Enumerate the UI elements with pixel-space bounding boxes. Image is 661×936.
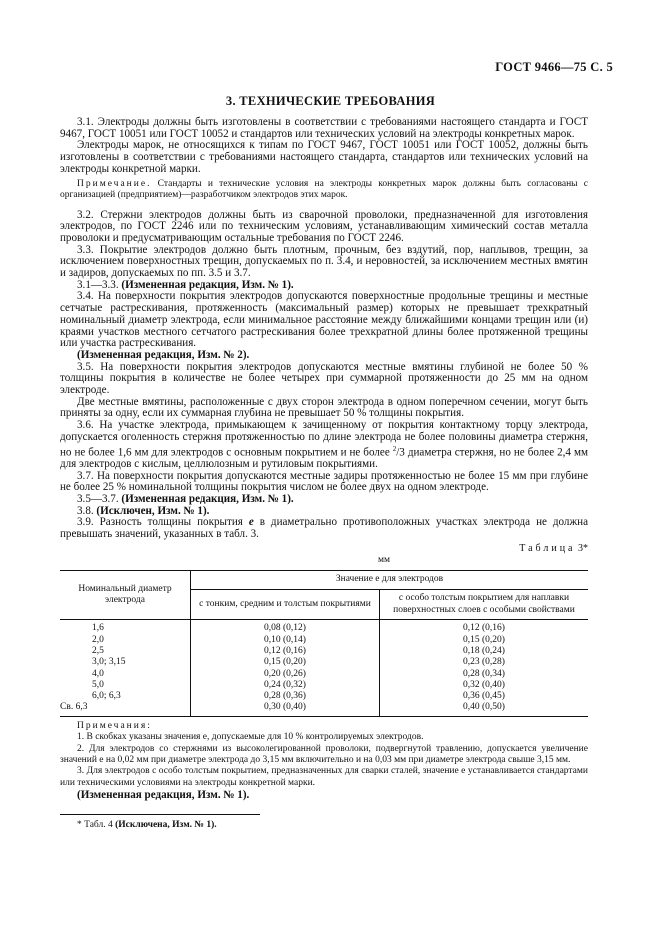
cell-thin-value: 0,28 (0,36) xyxy=(191,691,380,702)
col-diameter-header: Номинальный диаметр электрода xyxy=(60,571,191,620)
paragraph-3-7: 3.7. На поверхности покрытия допускаются местные задиры протяженностью не более 15 мм при глубине не более 25 % номинальной толщины покрытия числом не более двух на одном электроде. xyxy=(60,469,588,494)
cell-diameter: 6,0; 6,3 xyxy=(92,691,121,702)
amendment-table: (Измененная редакция, Изм. № 1). xyxy=(77,789,250,802)
document-body xyxy=(60,117,588,802)
table-row xyxy=(60,680,588,691)
footnote: * Табл. 4 (Исключена, Изм. № 1). xyxy=(77,820,217,830)
table-body xyxy=(60,620,588,716)
cell-thick-value: 0,36 (0,45) xyxy=(380,691,589,702)
col-thin-header: с тонким, средним и толстым покрытиями xyxy=(191,590,380,620)
cell-thick-value: 0,18 (0,24) xyxy=(380,646,589,657)
cell-diameter: 2,5 xyxy=(92,646,104,656)
cell-thick-value: 0,12 (0,16) xyxy=(380,620,589,635)
table-row xyxy=(60,620,588,635)
cell-thin-value: 0,15 (0,20) xyxy=(191,657,380,668)
paragraph-3-1: 3.1. Электроды должны быть изготовлены в соответствии с требованиями настоящего стандарта и ГОСТ 9467, ГОСТ 10051 или ГОСТ 10052 и стандартов или технических условий на электроды конкретных марок. xyxy=(60,116,588,140)
cell-diameter: Св. 6,3 xyxy=(60,702,191,716)
cell-diameter: 3,0; 3,15 xyxy=(92,657,126,668)
amendment-3-5-3-7: 3.5—3.7. (Измененная редакция, Изм. № 1). xyxy=(77,493,294,506)
table-caption: Таблица 3* xyxy=(519,542,588,554)
paragraph-3-5: 3.5. На поверхности покрытия электродов допускаются местные вмятины глубиной не более 50 % толщины покрытия в количестве не более четырех при суммарной протяженности до 25 мм на одном электроде. xyxy=(60,360,588,397)
paragraph-3-9: 3.9. Разность толщины покрытия e в диаметрально противоположных участках электрода не должна превышать значений, указанных в табл. 3. xyxy=(60,516,588,541)
note-label: Примечание. xyxy=(77,178,152,189)
cell-thick-value: 0,32 (0,40) xyxy=(380,680,589,691)
cell-thin-value: 0,10 (0,14) xyxy=(191,635,380,646)
table-row xyxy=(60,691,588,702)
paragraph-3-6: 3.6. На участке электрода, примыкающем к зачищенному от покрытия контактному торцу электрода, допускается оголенность стержня протяженностью по длине электрода не более половины диаметра стержня, но не более 1,6 мм для электродов с основным покрытием и не более $^2$/3 диаметра стержня, но не более 2,4 мм для электродов с кислым, целлюлозным и рутиловым покрытиями. xyxy=(60,419,588,470)
note-1: 1. В скобках указаны значения e, допускаемые для 10 % контролируемых электродов. xyxy=(77,732,424,743)
cell-thin-value: 0,20 (0,26) xyxy=(191,669,380,680)
note-2: 2. Для электродов со стержнями из высоколегированной проволоки, подвергнутой травлению, допускается увеличение значений e на 0,02 мм при диаметре электрода до 3,15 мм включительно и на 0,03 мм при диаметре электрода свыше 3,15 мм. xyxy=(60,743,588,765)
paragraph-3-4: 3.4. На поверхности покрытия электродов допускаются поверхностные продольные трещины и местные сетчатые растрескивания, протяженность (максимальный размер) которых не превышает трехкратный номинальный диаметр электрода, если минимальное расстояние между ближайшими концами трещин или (и) краями участков местного сетчатого растрескивания более трехкратной длины более протяженной трещины или участка растрескивания. xyxy=(60,290,588,350)
notes-heading: Примечания: xyxy=(77,720,152,731)
table-unit: мм xyxy=(377,554,391,565)
table-row xyxy=(60,657,588,668)
table-row xyxy=(60,646,588,657)
cell-thick-value: 0,15 (0,20) xyxy=(380,635,589,646)
group-header: Значение e для электродов xyxy=(191,571,589,590)
cell-diameter: 5,0 xyxy=(92,679,104,690)
note-3: 3. Для электродов с особо толстым покрытием, предназначенных для сварки сталей, значение e устанавливается стандартами или техническими условиями на электроды конкретной марки. xyxy=(60,766,588,788)
note-standards xyxy=(60,179,588,202)
amendment-3-1-3-3: 3.1—3.3. (Измененная редакция, Изм. № 1). xyxy=(77,278,294,291)
cell-thin-value: 0,12 (0,16) xyxy=(191,646,380,657)
note-text: Стандарты и технические условия на электроды конкретных марок должны быть согласованы с организацией (предприятием)—разработчиком электродов этих марок. xyxy=(60,178,588,201)
cell-thick-value: 0,28 (0,34) xyxy=(380,669,589,680)
cell-thin-value: 0,08 (0,12) xyxy=(191,620,380,635)
col-thick-header: с особо толстым покрытием для наплавки поверхностных слоев с особыми свойствами xyxy=(380,590,589,620)
table-row xyxy=(60,635,588,646)
paragraph-3-3: 3.3. Покрытие электродов должно быть плотным, прочным, без вздутий, пор, наплывов, трещин, за исключением поверхностных трещин, допускаемых по п. 3.4, и неровностей, за исключением местных вмятин и задиров, допускаемых по пп. 3.5 и 3.7. xyxy=(60,243,588,280)
paragraph-3-1-cont: Электроды марок, не относящихся к типам по ГОСТ 9467, ГОСТ 10051 или ГОСТ 10052, должны быть изготовлены в соответствии с требованиями настоящего стандарта, стандартов или технических условий на электроды конкретной марки. xyxy=(60,139,588,175)
footnote-rule xyxy=(60,814,260,815)
cell-thin-value: 0,30 (0,40) xyxy=(191,702,380,716)
table-row xyxy=(60,669,588,680)
amendment-3-4: (Измененная редакция, Изм. № 2). xyxy=(77,348,250,361)
cell-diameter: 4,0 xyxy=(92,668,104,679)
cell-diameter: 2,0 xyxy=(92,634,104,645)
page-header: ГОСТ 9466—75 С. 5 xyxy=(495,60,613,74)
table-row xyxy=(60,702,588,716)
paragraph-3-5-cont: Две местные вмятины, расположенные с двух сторон электрода в одном поперечном сечении, могут быть приняты за одну, если их суммарная глубина не превышает 50 % толщины покрытия. xyxy=(60,395,588,420)
thickness-table xyxy=(60,570,588,716)
cell-thin-value: 0,24 (0,32) xyxy=(191,680,380,691)
cell-thick-value: 0,40 (0,50) xyxy=(380,702,589,716)
section-title: 3. ТЕХНИЧЕСКИЕ ТРЕБОВАНИЯ xyxy=(225,94,436,108)
cell-thick-value: 0,23 (0,28) xyxy=(380,657,589,668)
paragraph-3-2: 3.2. Стержни электродов должны быть из сварочной проволоки, предназначенной для изготовления электродов, по ГОСТ 2246 или по техническим условиям, устанавливающим химический состав металла проволоки и предусматривающим остальные требования по ГОСТ 2246. xyxy=(60,208,588,244)
paragraph-3-8: 3.8. (Исключен, Изм. № 1). xyxy=(77,504,210,517)
notes xyxy=(60,721,588,789)
cell-diameter: 1,6 xyxy=(92,623,104,634)
